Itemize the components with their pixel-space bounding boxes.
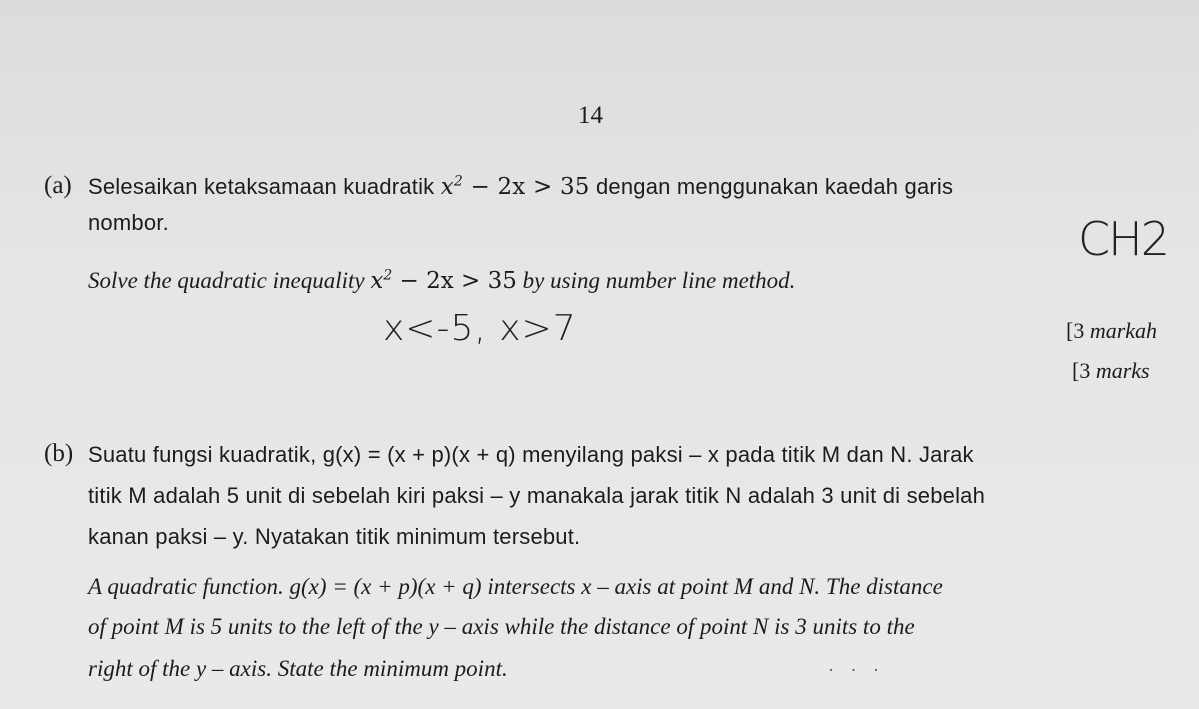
- footer-dots: · · ·: [828, 660, 885, 680]
- part-b-malay-line2: titik M adalah 5 unit di sebelah kiri paksi – y manakala jarak titik N adalah 3 unit di sebelah: [88, 483, 986, 508]
- part-b-english-line1: A quadratic function. g(x) = (x + p)(x + q) intersects x – axis at point M and N. The distance: [88, 574, 943, 599]
- part-a-malay-line1: [88, 174, 953, 200]
- handwritten-answer: x<-5, x>7: [383, 308, 577, 349]
- malay-suffix: dengan menggunakan kaedah garis: [595, 174, 954, 199]
- part-a-malay-line2: nombor.: [88, 210, 169, 235]
- inequality-english: $x^2 - 2x > 35$: [370, 267, 517, 294]
- english-suffix: by using number line method.: [522, 268, 796, 293]
- part-b-malay-line3: kanan paksi – y. Nyatakan titik minimum tersebut.: [88, 524, 581, 549]
- part-b-english-line2: of point M is 5 units to the left of the y – axis while the distance of point N is 3 units to the: [88, 614, 915, 639]
- malay-prefix: Selesaikan ketaksamaan kuadratik: [88, 174, 435, 199]
- part-b-malay-line1: Suatu fungsi kuadratik, g(x) = (x + p)(x + q) menyilang paksi – x pada titik M dan N. Jarak: [88, 442, 974, 467]
- inequality-malay: $x^2 - 2x > 35$: [440, 173, 590, 200]
- question-number: 14: [578, 102, 603, 129]
- marks-english: [3 marks: [1072, 358, 1150, 383]
- marks-malay: [3 markah: [1066, 318, 1158, 343]
- english-prefix: Solve the quadratic inequality: [88, 268, 365, 293]
- part-a-english-line: [88, 268, 795, 294]
- part-b-label: (b): [44, 440, 74, 467]
- handwritten-ch2: CH2: [1078, 212, 1168, 266]
- part-b-english-line3: right of the y – axis. State the minimum point.: [88, 656, 508, 681]
- part-a-label: (a): [44, 172, 72, 199]
